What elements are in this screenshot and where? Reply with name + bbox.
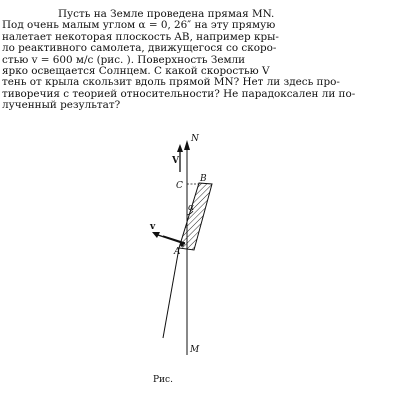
figure-caption: Рис. [153,375,173,385]
problem-line: стью v = 600 м/с (рис. ). Поверхность Земли [2,53,246,66]
problem-line: ярко освещается Солнцем. С какой скоростью V [2,65,270,78]
wing-edge-extension [163,248,179,338]
label-c: C [176,181,183,191]
label-plane-velocity: v [150,222,156,232]
problem-line: лученный результат? [2,99,121,112]
label-m: M [190,345,200,355]
wing-ab [179,183,212,250]
problem-line: Под очень малым углом α = 0, 26″ на эту прямую [2,19,276,32]
problem-line: ло реактивного самолета, движущегося со скоро- [2,42,277,55]
line-mn-arrowhead [184,140,190,150]
problem-line: тиворечия с теорией относительности? Не парадоксален ли по- [2,87,356,100]
problem-line: тень от крыла скользит вдоль прямой MN? Нет ли здесь про- [2,76,340,89]
label-b: B [200,174,207,184]
label-shadow-velocity: V [172,156,179,166]
point-a [180,243,184,247]
label-n: N [191,134,199,144]
label-a: A [174,247,181,257]
label-alpha: α [188,203,195,213]
velocity-shadow-arrowhead [177,144,183,152]
problem-line: Пусть на Земле проведена прямая MN. [58,8,275,20]
problem-line: налетает некоторая плоскость AB, например кры- [2,30,279,43]
velocity-plane-shaft [155,234,185,244]
